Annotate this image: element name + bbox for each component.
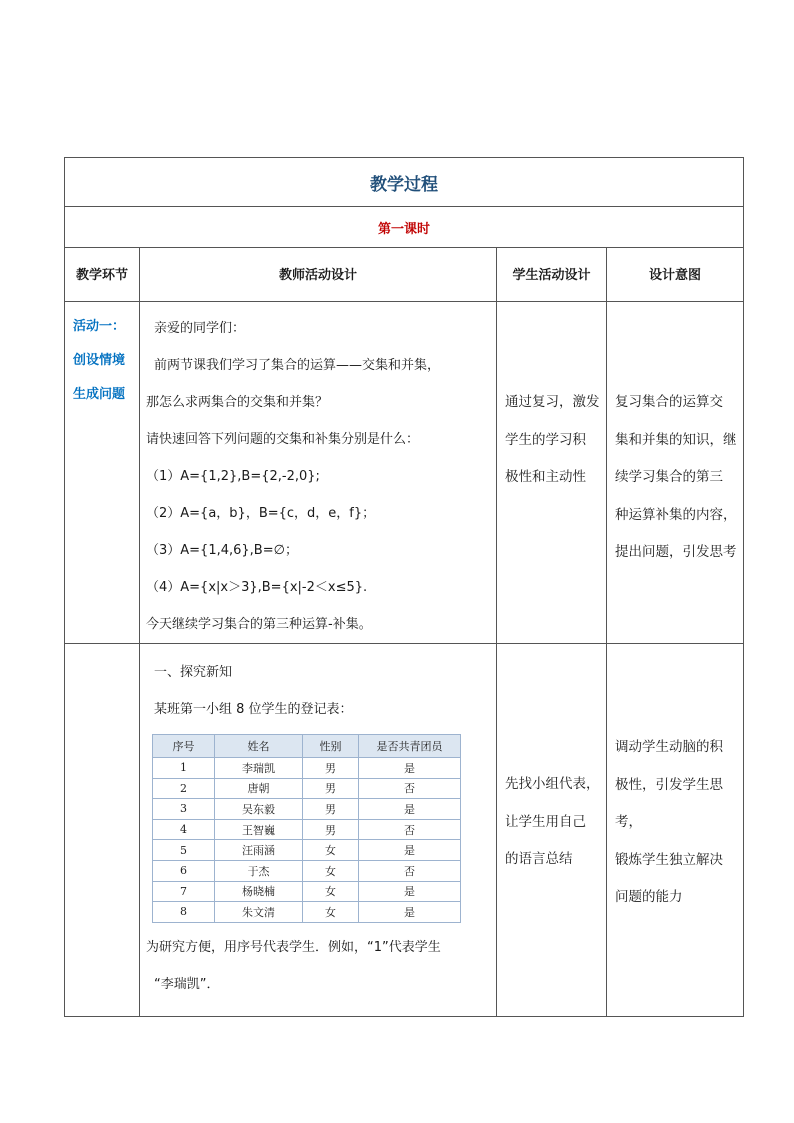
activity2-intent <box>607 644 744 1017</box>
intent-line: 锻炼学生独立解决 <box>615 851 723 868</box>
cell: 4 <box>153 819 215 840</box>
activity1-teacher <box>140 302 497 644</box>
intent-line: 调动学生动脑的积 <box>615 739 723 755</box>
cell: 吴东毅 <box>215 799 303 820</box>
table-row <box>153 881 461 902</box>
cell: 是 <box>359 799 461 820</box>
cell: 3 <box>153 799 215 820</box>
teacher-line: 一、探究新知 <box>154 665 233 680</box>
intent-line: 复习集合的运算交 <box>615 394 723 410</box>
cell: 7 <box>153 881 215 902</box>
cell: 否 <box>359 778 461 799</box>
teacher-line: 今天继续学习集合的第三种运算-补集。 <box>146 617 372 632</box>
header-student: 学生活动设计 <box>497 248 607 302</box>
cell: 2 <box>153 778 215 799</box>
cell: 男 <box>303 758 359 779</box>
header-teacher: 教师活动设计 <box>140 248 497 302</box>
intent-line: 种运算补集的内容， <box>615 506 737 523</box>
cell: 6 <box>153 860 215 881</box>
table-row <box>153 799 461 820</box>
registration-table <box>152 734 461 923</box>
stage-line: 生成问题 <box>73 387 126 402</box>
student-line: 学生的学习积 <box>505 431 586 448</box>
cell: 杨晓楠 <box>215 881 303 902</box>
teacher-line: （4）A={x|x＞3},B={x|-2＜x≤5}. <box>146 580 368 595</box>
lesson-label: 第一课时 <box>65 207 744 248</box>
cell: 李瑞凯 <box>215 758 303 779</box>
intent-line: 极性，引发学生思考， <box>615 776 723 830</box>
stage-line: 创设情境 <box>73 353 126 368</box>
intent-line: 续学习集合的第三 <box>615 469 723 485</box>
header-intent: 设计意图 <box>607 248 744 302</box>
cell: 男 <box>303 799 359 820</box>
table-title: 教学过程 <box>65 158 744 207</box>
cell: 王智巍 <box>215 819 303 840</box>
student-line: 通过复习，激发 <box>505 394 600 410</box>
cell: 是 <box>359 902 461 923</box>
intent-line: 提出问题，引发思考 <box>615 544 737 560</box>
cell: 汪雨涵 <box>215 840 303 861</box>
activity1-student <box>497 302 607 644</box>
activity2-student <box>497 644 607 1017</box>
header-stage: 教学环节 <box>65 248 140 302</box>
table-row <box>153 778 461 799</box>
teacher-line: 请快速回答下列问题的交集和补集分别是什么： <box>146 432 420 447</box>
cell: 女 <box>303 902 359 923</box>
col-header: 姓名 <box>215 735 303 758</box>
col-header: 序号 <box>153 735 215 758</box>
teacher-line: “李瑞凯”． <box>154 976 220 992</box>
student-line: 让学生用自己 <box>505 813 586 830</box>
cell: 男 <box>303 819 359 840</box>
table-row <box>153 819 461 840</box>
cell: 唐朝 <box>215 778 303 799</box>
activity1-stage <box>65 302 140 644</box>
teacher-line: （3）A={1,4,6},B=∅； <box>146 543 298 558</box>
activity2-stage <box>65 644 140 1017</box>
cell: 否 <box>359 860 461 881</box>
col-header: 是否共青团员 <box>359 735 461 758</box>
cell: 于杰 <box>215 860 303 881</box>
student-line: 极性和主动性 <box>505 469 586 485</box>
teacher-line: 为研究方便，用序号代表学生．例如，“1”代表学生 <box>146 939 441 955</box>
cell: 男 <box>303 778 359 799</box>
cell: 是 <box>359 840 461 861</box>
student-line: 先找小组代表， <box>505 776 600 792</box>
stage-line: 活动一： <box>73 319 126 334</box>
teacher-line: （2）A={a，b}，B={c，d，e，f}； <box>146 506 376 521</box>
table-row <box>153 840 461 861</box>
cell: 5 <box>153 840 215 861</box>
cell: 否 <box>359 819 461 840</box>
activity1-intent <box>607 302 744 644</box>
cell: 1 <box>153 758 215 779</box>
intent-line: 问题的能力 <box>615 889 683 905</box>
cell: 女 <box>303 860 359 881</box>
table-row <box>153 758 461 779</box>
cell: 8 <box>153 902 215 923</box>
table-row <box>153 860 461 881</box>
teacher-line: 亲爱的同学们： <box>154 321 246 336</box>
cell: 朱文清 <box>215 902 303 923</box>
cell: 是 <box>359 881 461 902</box>
student-line: 的语言总结 <box>505 851 573 867</box>
cell: 女 <box>303 840 359 861</box>
teacher-line: 某班第一小组 8 位学生的登记表： <box>154 702 353 717</box>
lesson-table <box>64 157 744 1017</box>
table-row <box>153 902 461 923</box>
activity2-teacher <box>140 644 497 1017</box>
col-header: 性别 <box>303 735 359 758</box>
teacher-line: 那怎么求两集合的交集和并集？ <box>146 395 329 410</box>
intent-line: 集和并集的知识，继 <box>615 431 737 448</box>
cell: 是 <box>359 758 461 779</box>
cell: 女 <box>303 881 359 902</box>
teacher-line: （1）A={1,2},B={2,-2,0}; <box>146 469 320 484</box>
teacher-line: 前两节课我们学习了集合的运算——交集和并集， <box>154 358 441 373</box>
